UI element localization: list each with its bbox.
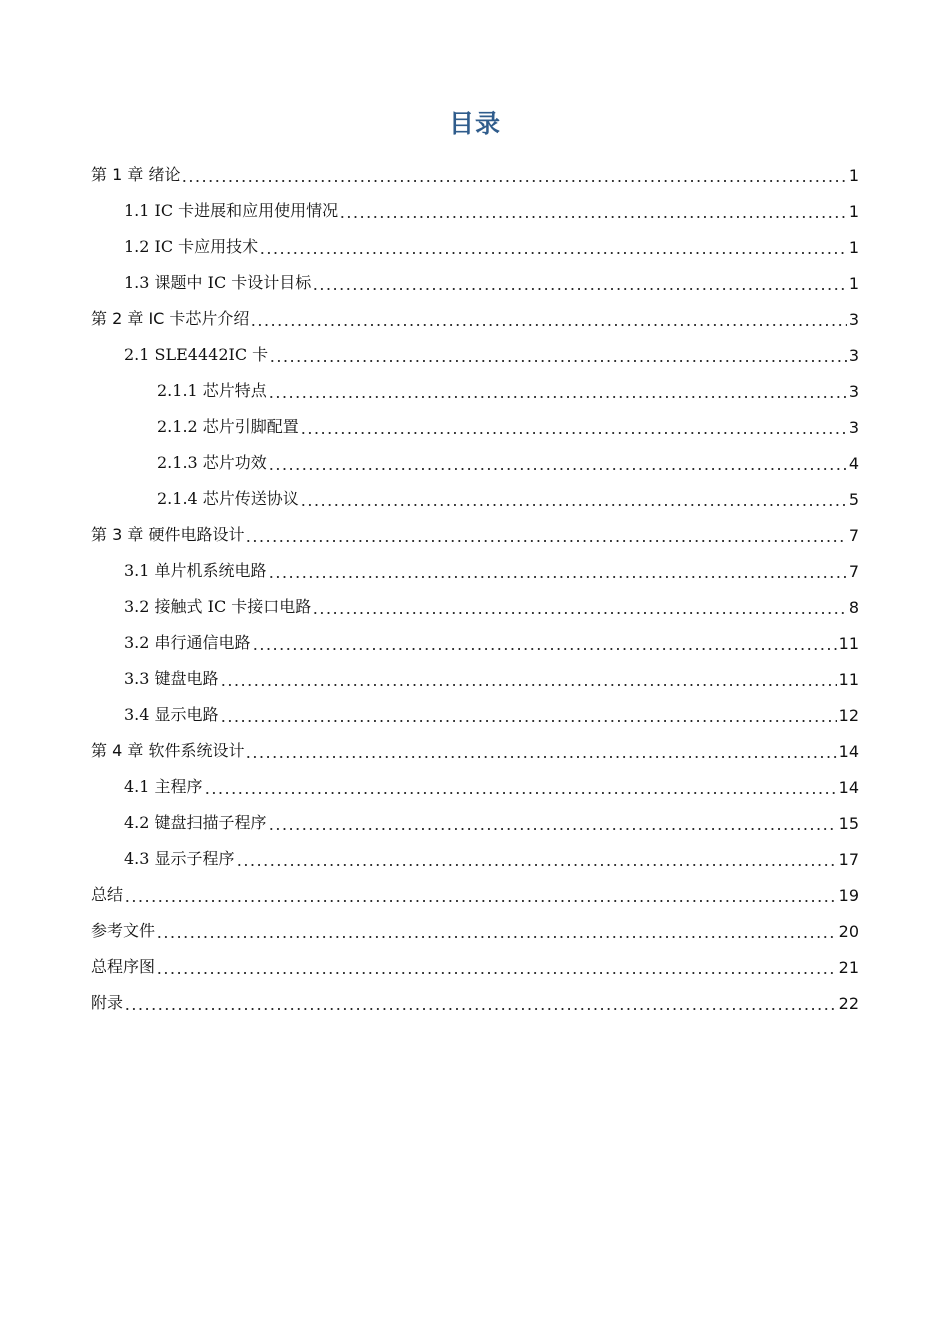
dot-leader [204, 777, 837, 795]
toc-entry[interactable] [157, 412, 859, 438]
toc-entry-label: 1.3 课题中 IC 卡设计目标 [124, 273, 312, 292]
toc-entry[interactable] [124, 808, 859, 834]
dot-leader [245, 525, 846, 543]
dot-leader [269, 345, 847, 363]
toc-entry[interactable] [91, 952, 859, 978]
toc-entry-label: 2.1.1 芯片特点 [157, 381, 267, 400]
dot-leader [300, 417, 847, 435]
toc-entry[interactable] [91, 880, 859, 906]
toc-entry-page-number: 11 [838, 670, 859, 689]
toc-entry-page-number: 5 [848, 490, 859, 509]
toc-entry-page-number: 1 [848, 202, 859, 221]
toc-entry[interactable] [124, 232, 859, 258]
toc-entry[interactable] [124, 772, 859, 798]
dot-leader [312, 273, 847, 291]
dot-leader [252, 633, 837, 651]
toc-entry-page-number: 15 [838, 814, 859, 833]
toc-entry-page-number: 8 [848, 598, 859, 617]
dot-leader [156, 957, 837, 975]
toc-entry[interactable] [91, 520, 859, 546]
toc-entry-page-number: 7 [848, 526, 859, 545]
toc-entry-label: 3.4 显示电路 [124, 705, 219, 724]
dot-leader [259, 237, 847, 255]
dot-leader [268, 561, 847, 579]
toc-entry-label: 1.1 IC 卡进展和应用使用情况 [124, 201, 339, 220]
toc-entry-label: 总程序图 [91, 957, 156, 976]
dot-leader [250, 309, 846, 327]
toc-entry-page-number: 21 [838, 958, 859, 977]
toc-entry-page-number: 3 [848, 382, 859, 401]
toc-entry[interactable] [124, 196, 859, 222]
toc-entry-page-number: 4 [848, 454, 859, 473]
toc-entry-label: 附录 [91, 993, 124, 1012]
dot-leader [181, 165, 846, 183]
toc-entry-label: 第 3 章 硬件电路设计 [91, 525, 245, 544]
toc-entry[interactable] [91, 304, 859, 330]
toc-entry[interactable] [124, 844, 859, 870]
toc-entry-label: 2.1.3 芯片功效 [157, 453, 267, 472]
dot-leader [300, 489, 847, 507]
toc-entry-label: 参考文件 [91, 921, 156, 940]
toc-entry[interactable] [157, 484, 859, 510]
toc-entry[interactable] [124, 664, 859, 690]
dot-leader [268, 381, 847, 399]
toc-entry-page-number: 19 [838, 886, 859, 905]
dot-leader [156, 921, 837, 939]
toc-entry[interactable] [124, 592, 859, 618]
toc-entry-label: 1.2 IC 卡应用技术 [124, 237, 259, 256]
dot-leader [268, 813, 837, 831]
toc-entry-page-number: 22 [838, 994, 859, 1013]
toc-entry[interactable] [91, 736, 859, 762]
toc-entry-page-number: 14 [838, 742, 859, 761]
toc-entry-page-number: 1 [848, 166, 859, 185]
toc-entry[interactable] [124, 628, 859, 654]
toc-entry-label: 第 1 章 绪论 [91, 165, 181, 184]
dot-leader [236, 849, 837, 867]
toc-title: 目录 [448, 109, 501, 138]
toc-entry-page-number: 1 [848, 274, 859, 293]
dot-leader [220, 669, 837, 687]
toc-entry-label: 总结 [91, 885, 124, 904]
toc-entry-label: 第 2 章 IC 卡芯片介绍 [91, 309, 250, 328]
toc-entry[interactable] [91, 916, 859, 942]
toc-entry[interactable] [124, 268, 859, 294]
toc-entry-label: 第 4 章 软件系统设计 [91, 741, 245, 760]
toc-entry-label: 3.3 键盘电路 [124, 669, 219, 688]
toc-entry-page-number: 7 [848, 562, 859, 581]
toc-entry-page-number: 3 [848, 418, 859, 437]
toc-entry-label: 3.2 串行通信电路 [124, 633, 251, 652]
toc-entry-label: 3.2 接触式 IC 卡接口电路 [124, 597, 312, 616]
toc-entry-label: 2.1.4 芯片传送协议 [157, 489, 299, 508]
toc-entry[interactable] [91, 988, 859, 1014]
toc-entry[interactable] [91, 160, 859, 186]
toc-entry-page-number: 17 [838, 850, 859, 869]
toc-entry[interactable] [124, 340, 859, 366]
dot-leader [268, 453, 847, 471]
toc-entry-label: 2.1 SLE4442IC 卡 [124, 345, 269, 364]
toc-entry-page-number: 1 [848, 238, 859, 257]
toc-entry-label: 4.2 键盘扫描子程序 [124, 813, 267, 832]
toc-entry[interactable] [124, 700, 859, 726]
toc-entry[interactable] [124, 556, 859, 582]
toc-entry-page-number: 3 [848, 346, 859, 365]
toc-entry-page-number: 3 [848, 310, 859, 329]
toc-entry-page-number: 14 [838, 778, 859, 797]
dot-leader [245, 741, 836, 759]
toc-entry-page-number: 20 [838, 922, 859, 941]
toc-entry-label: 4.1 主程序 [124, 777, 203, 796]
toc-entry[interactable] [157, 376, 859, 402]
dot-leader [220, 705, 837, 723]
toc-entry-label: 3.1 单片机系统电路 [124, 561, 267, 580]
toc-entry-label: 4.3 显示子程序 [124, 849, 235, 868]
toc-entry[interactable] [157, 448, 859, 474]
toc-entry-page-number: 11 [838, 634, 859, 653]
dot-leader [312, 597, 847, 615]
dot-leader [124, 885, 837, 903]
toc-entry-label: 2.1.2 芯片引脚配置 [157, 417, 299, 436]
dot-leader [339, 201, 847, 219]
dot-leader [124, 993, 837, 1011]
toc-entry-page-number: 12 [838, 706, 859, 725]
